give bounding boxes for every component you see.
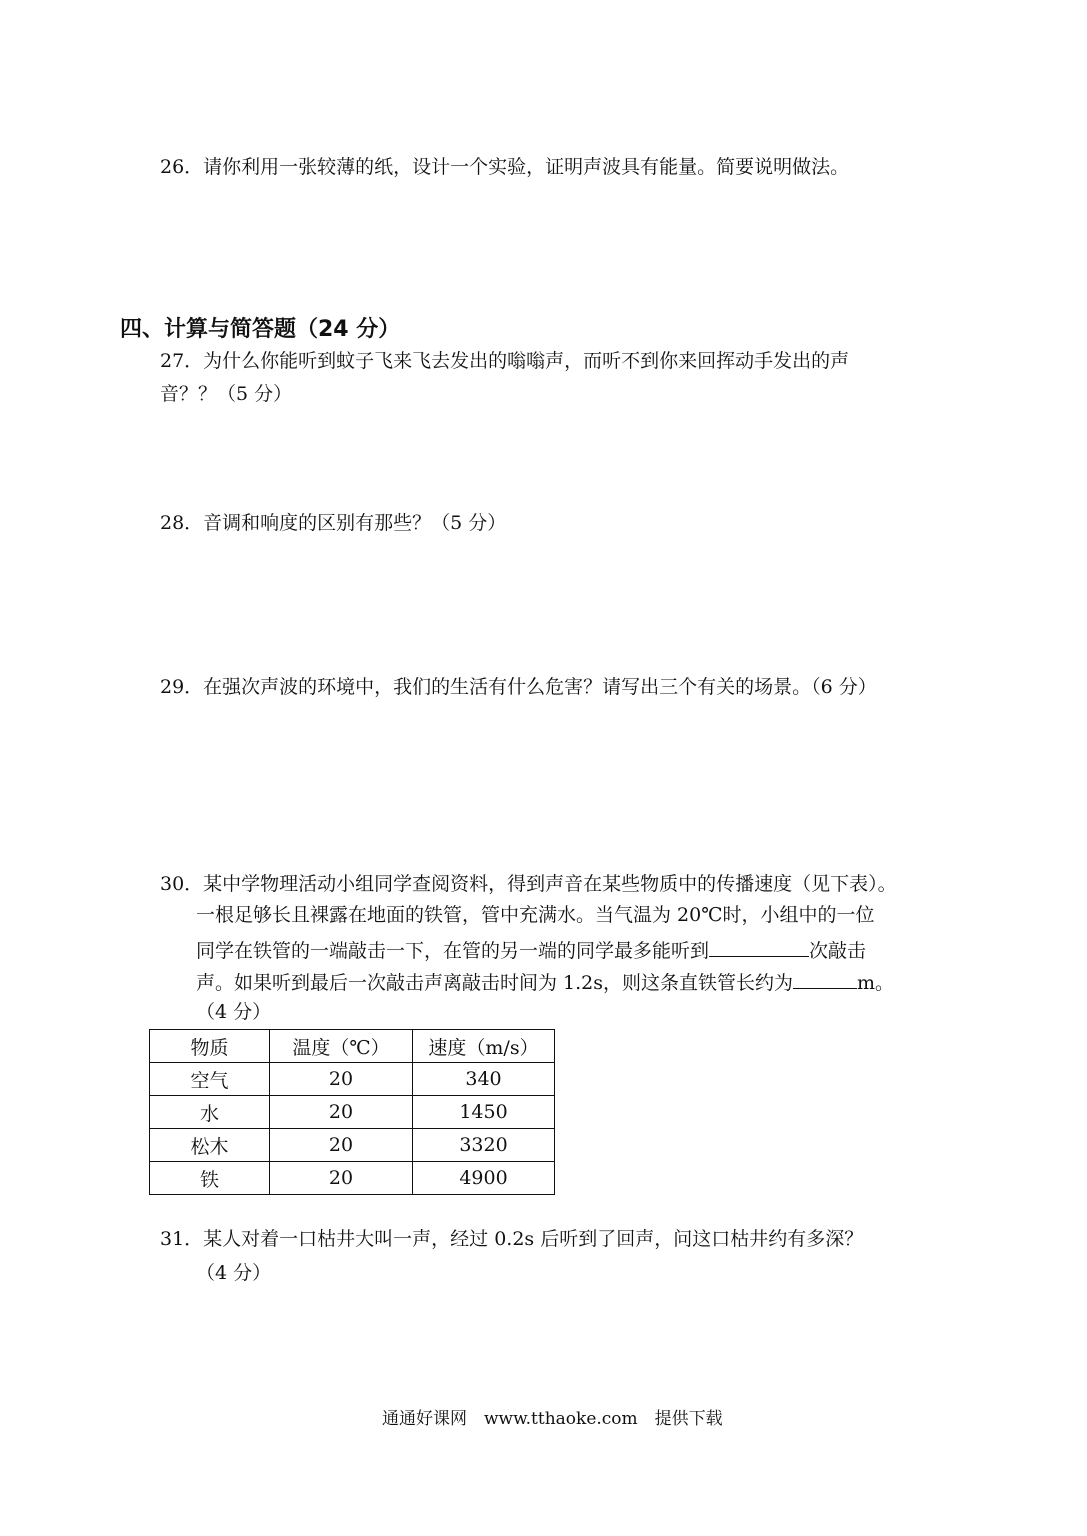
table-cell: 空气 <box>150 1063 270 1096</box>
table-cell: 1450 <box>413 1096 555 1129</box>
table-row <box>150 1162 555 1195</box>
table-row <box>150 1063 555 1096</box>
question-29: 29．在强次声波的环境中，我们的生活有什么危害？请写出三个有关的场景。（6 分） <box>160 676 877 698</box>
question-30-line4-text: 声。如果听到最后一次敲击声离敲击时间为 1.2s，则这条直铁管长约为 <box>196 972 794 994</box>
table-cell: 20 <box>270 1063 413 1096</box>
table-header-cell: 温度（℃） <box>270 1030 413 1063</box>
table-header-cell: 物质 <box>150 1030 270 1063</box>
question-30-line4-suffix: m。 <box>857 972 895 994</box>
table-row <box>150 1129 555 1162</box>
table-header-cell: 速度（m/s） <box>413 1030 555 1063</box>
question-30-line1: 30．某中学物理活动小组同学查阅资料，得到声音在某些物质中的传播速度（见下表）。 <box>160 873 897 895</box>
table-cell: 4900 <box>413 1162 555 1195</box>
table-cell: 20 <box>270 1129 413 1162</box>
question-31-line1: 31．某人对着一口枯井大叫一声，经过 0.2s 后听到了回声，问这口枯井约有多深？ <box>160 1228 864 1250</box>
question-30-line3-suffix: 次敲击 <box>809 940 867 962</box>
table-header-row <box>150 1030 555 1063</box>
table-cell: 水 <box>150 1096 270 1129</box>
sound-speed-table <box>149 1029 555 1195</box>
question-30-line5: （4 分） <box>196 1001 272 1023</box>
question-30-line4 <box>196 970 894 993</box>
table-cell: 铁 <box>150 1162 270 1195</box>
table-cell: 20 <box>270 1096 413 1129</box>
table-cell: 3320 <box>413 1129 555 1162</box>
question-30-line3-text: 同学在铁管的一端敲击一下，在管的另一端的同学最多能听到 <box>196 940 710 962</box>
table-row <box>150 1096 555 1129</box>
table-cell: 松木 <box>150 1129 270 1162</box>
question-27-line1: 27．为什么你能听到蚊子飞来飞去发出的嗡嗡声，而听不到你来回挥动手发出的声 <box>160 350 850 372</box>
table-cell: 20 <box>270 1162 413 1195</box>
question-27-line2: 音？？（5 分） <box>160 383 293 405</box>
question-30-line3 <box>196 938 866 961</box>
answer-blank-length[interactable] <box>793 970 857 989</box>
page-footer: 通通好课网 www.tthaoke.com 提供下载 <box>382 1409 723 1429</box>
answer-blank-count[interactable] <box>709 938 809 957</box>
question-28: 28．音调和响度的区别有那些？（5 分） <box>160 512 507 534</box>
table-cell: 340 <box>413 1063 555 1096</box>
question-26: 26．请你利用一张较薄的纸，设计一个实验，证明声波具有能量。简要说明做法。 <box>160 156 850 178</box>
question-30-line2: 一根足够长且裸露在地面的铁管，管中充满水。当气温为 20℃时，小组中的一位 <box>196 904 875 926</box>
question-31-line2: （4 分） <box>196 1262 272 1284</box>
section-title: 四、计算与简答题（24 分） <box>120 317 401 342</box>
